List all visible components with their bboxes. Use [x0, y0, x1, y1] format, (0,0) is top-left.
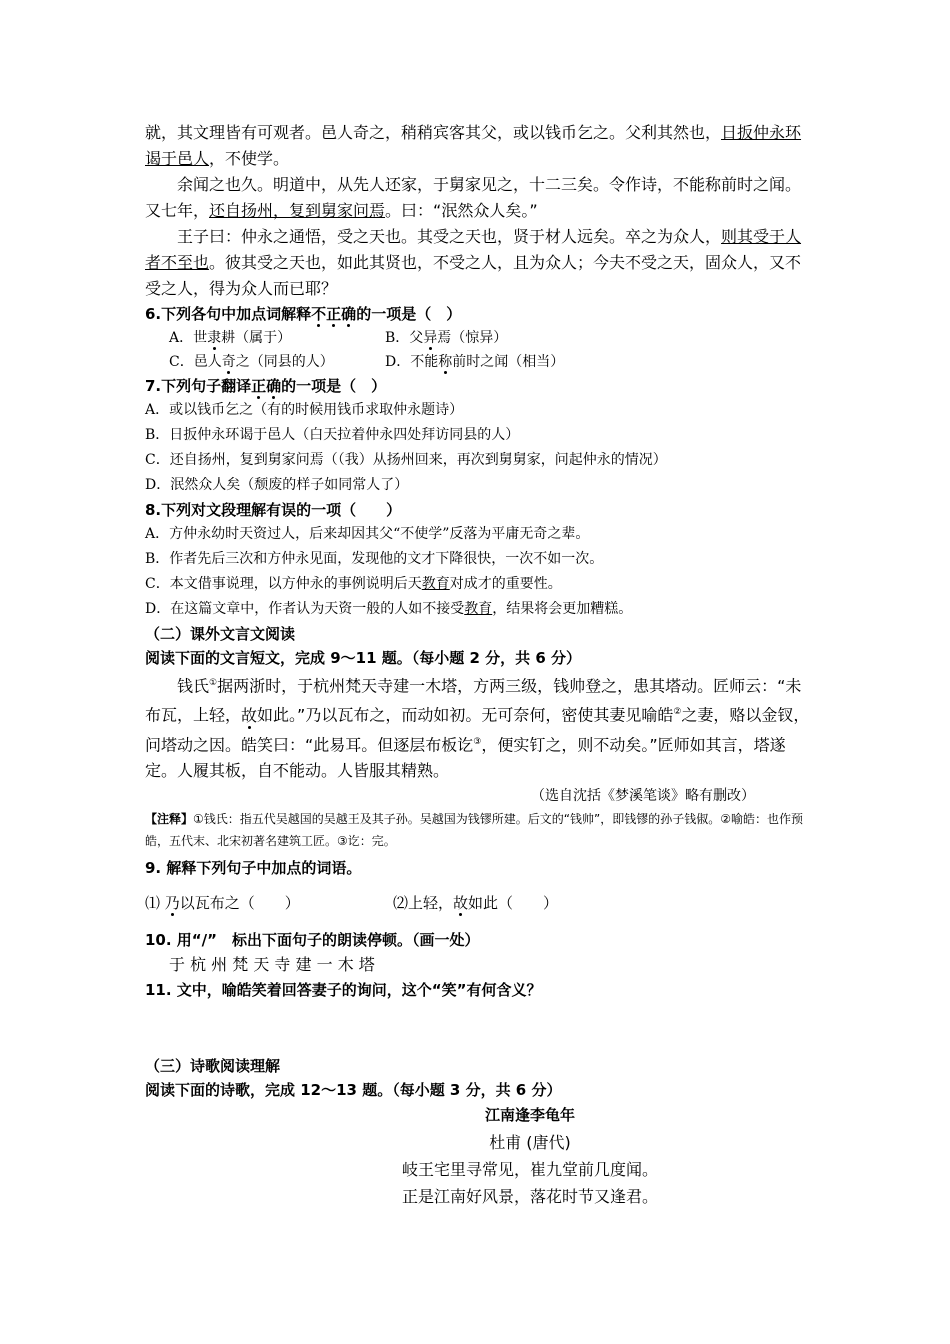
- passage1-paragraph-2: [145, 172, 810, 224]
- dotted-char: 乃: [164, 893, 180, 912]
- question-7-option-c: C．还自扬州，复到舅家问焉（（我）从扬州回来，再次到舅舅家，问起仲永的情况）: [145, 452, 667, 468]
- option-text: B．父: [385, 330, 424, 346]
- dotted-char: 故: [241, 705, 258, 725]
- question-9-item-2: [393, 888, 558, 918]
- dotted-char: 隶: [207, 330, 222, 346]
- question-9-items: [145, 888, 810, 918]
- question-8-option-a: A．方仲永幼时天资过人，后来却因其父“不使学”反落为平庸无奇之辈。: [145, 526, 590, 542]
- option-text: A．世: [169, 330, 208, 346]
- underlined-sentence: 还自扬州，复到舅家问焉: [209, 201, 386, 220]
- option-a: [169, 326, 385, 350]
- text-segment: 6.下列各句中加点词解释: [145, 305, 312, 323]
- dotted-char: 不: [311, 305, 327, 323]
- section-3-heading: （三）诗歌阅读理解: [145, 1056, 281, 1075]
- text-segment: 钱氏: [177, 676, 210, 696]
- option-text: C．本文借事说理，以方仲永的事例说明后天: [145, 576, 422, 592]
- section-2-passage: [145, 670, 810, 784]
- question-9-item-1: [145, 888, 393, 918]
- question-7-option-d: D．泯然众人矣（颓废的样子如同常人了）: [145, 477, 409, 493]
- item-text: ⑴: [145, 893, 165, 912]
- text-segment: 余闻之也久。明道中，从先人还家，于舅家见之，十二三矣。令作诗，不能称前时之闻。又七年，: [145, 175, 802, 220]
- item-text: ⑵上轻，: [393, 893, 454, 912]
- option-text: ，结果将会更加糟糕。: [492, 601, 633, 617]
- option-d: [385, 350, 564, 374]
- question-9-title: 9. 解释下列句子中加点的词语。: [145, 858, 362, 877]
- annotation-label: 【注释】: [145, 811, 194, 826]
- question-6-options-row-1: [145, 326, 810, 350]
- text-segment: 如此。”乃以瓦布之，而动如初。无可奈何，密使其妻见喻皓: [257, 705, 674, 725]
- underlined-word: 教育: [464, 601, 493, 617]
- question-8-option-c: [145, 572, 810, 597]
- text-segment: 王子曰：仲永之通悟，受之天也。其受之天也，贤于材人远矣。卒之为众人，: [177, 227, 722, 246]
- answer-space: [145, 1002, 810, 1054]
- passage1-paragraph-3: [145, 224, 810, 302]
- text-segment: 7.下列句子翻译: [145, 377, 252, 395]
- dotted-char: 异: [423, 330, 438, 346]
- poem-author: 杜甫 (唐代): [489, 1132, 571, 1152]
- footnote-marker: ①: [209, 678, 218, 688]
- underlined-sentence: 则其受于人者不至也: [145, 227, 802, 272]
- question-10-sentence: 于 杭 州 梵 天 寺 建 一 木 塔: [169, 954, 375, 974]
- dotted-char: 正: [251, 377, 267, 395]
- question-6-options-row-2: [145, 350, 810, 374]
- text-segment: 。彼其受之天也，如此其贤也，不受之人，且为众人；今夫不受之天，固众人，又不受之人，得为众人而已耶？: [145, 253, 802, 298]
- poem-line-1: 岐王宅里寻常见，崔九堂前几度闻。: [401, 1159, 658, 1179]
- section-2-heading: （二）课外文言文阅读: [145, 625, 296, 643]
- item-text: 以瓦布之（ ）: [179, 893, 300, 912]
- annotation-text: ①钱氏：指五代吴越国的吴越王及其子孙。吴越国为钱镠所建。后文的“钱帅”，即钱镠的孙子钱俶。②喻皓：也作预皓，五代末、北宋初著名建筑工匠。③讫：完。: [145, 811, 803, 848]
- footnote-marker: ②: [673, 707, 682, 718]
- dotted-char: 确: [341, 305, 357, 323]
- question-7-option-a: A．或以钱币乞之（有的时候用钱币求取仲永题诗）: [145, 402, 464, 418]
- option-text: 之（同县的人）: [235, 354, 334, 370]
- poem-title: 江南逢李龟年: [484, 1105, 575, 1124]
- text-segment: 据两浙时，于杭州梵天寺建一木塔，方两三级，钱帅登之，患其塔动。匠师云：“未布瓦，上轻，: [145, 676, 802, 725]
- underlined-sentence: 日扳仲永环谒于邑人: [145, 123, 802, 168]
- question-8-option-b: B．作者先后三次和方仲永见面，发现他的文才下降很快，一次不如一次。: [145, 551, 604, 567]
- question-7-option-b: B．日扳仲永环谒于邑人（白天拉着仲永四处拜访同县的人）: [145, 427, 520, 443]
- passage-source: （选自沈括《梦溪笔谈》略有删改）: [531, 787, 755, 804]
- question-10-title: 10. 用“/” 标出下面句子的朗读停顿。（画一处）: [145, 930, 480, 949]
- item-text: 如此（ ）: [468, 893, 559, 912]
- text-segment: 的一项是（ ）: [356, 305, 462, 323]
- text-segment: 就，其文理皆有可观者。邑人奇之，稍稍宾客其父，或以钱币乞之。父利其然也，: [145, 123, 722, 142]
- question-8-option-d: [145, 597, 810, 622]
- option-text: D．在这篇文章中，作者认为天资一般的人如不接受: [145, 601, 465, 617]
- text-segment: 。曰：“泯然众人矣。”: [385, 201, 538, 220]
- passage1-paragraph-1: [145, 120, 810, 172]
- option-c: [169, 350, 385, 374]
- section-2-instruction: 阅读下面的文言短文，完成 9～11 题。（每小题 2 分，共 6 分）: [145, 649, 582, 667]
- question-6-title: [145, 302, 810, 326]
- option-b: [385, 326, 507, 350]
- question-7-title: [145, 374, 810, 398]
- poem-line-2: 正是江南好风景，落花时节又逢君。: [401, 1186, 658, 1206]
- option-text: 耕（属于）: [221, 330, 292, 346]
- footnote-marker: ③: [473, 736, 482, 747]
- option-text: C．邑人: [169, 354, 222, 370]
- section-3-instruction: 阅读下面的诗歌，完成 12～13 题。（每小题 3 分，共 6 分）: [145, 1080, 562, 1099]
- option-text: 对成才的重要性。: [449, 576, 562, 592]
- text-segment: ，便实钉之，则不动矣。”匠师如其言，塔遂定。人履其板，自不能动。人皆服其精熟。: [145, 734, 786, 780]
- dotted-char: 故: [453, 893, 469, 912]
- option-text: 前时之闻（相当）: [452, 354, 565, 370]
- option-text: 焉（惊异）: [437, 330, 508, 346]
- dotted-char: 奇: [221, 354, 236, 370]
- option-text: D．不能: [385, 354, 439, 370]
- dotted-char: 正: [326, 305, 342, 323]
- question-11-title: 11. 文中，喻皓笑着回答妻子的询问，这个“笑”有何含义？: [145, 980, 542, 999]
- underlined-word: 教育: [421, 576, 450, 592]
- exam-page: [145, 120, 810, 1210]
- annotation: [145, 808, 810, 852]
- text-segment: 的一项是（ ）: [281, 377, 387, 395]
- dotted-char: 确: [266, 377, 282, 395]
- dotted-char: 称: [438, 354, 453, 370]
- question-8-title: 8.下列对文段理解有误的一项（ ）: [145, 501, 402, 519]
- text-segment: ，不使学。: [209, 149, 290, 168]
- text-segment: 之妻，赂以金钗，问塔动之因。皓笑曰：“此易耳。但逐层布板讫: [145, 705, 810, 754]
